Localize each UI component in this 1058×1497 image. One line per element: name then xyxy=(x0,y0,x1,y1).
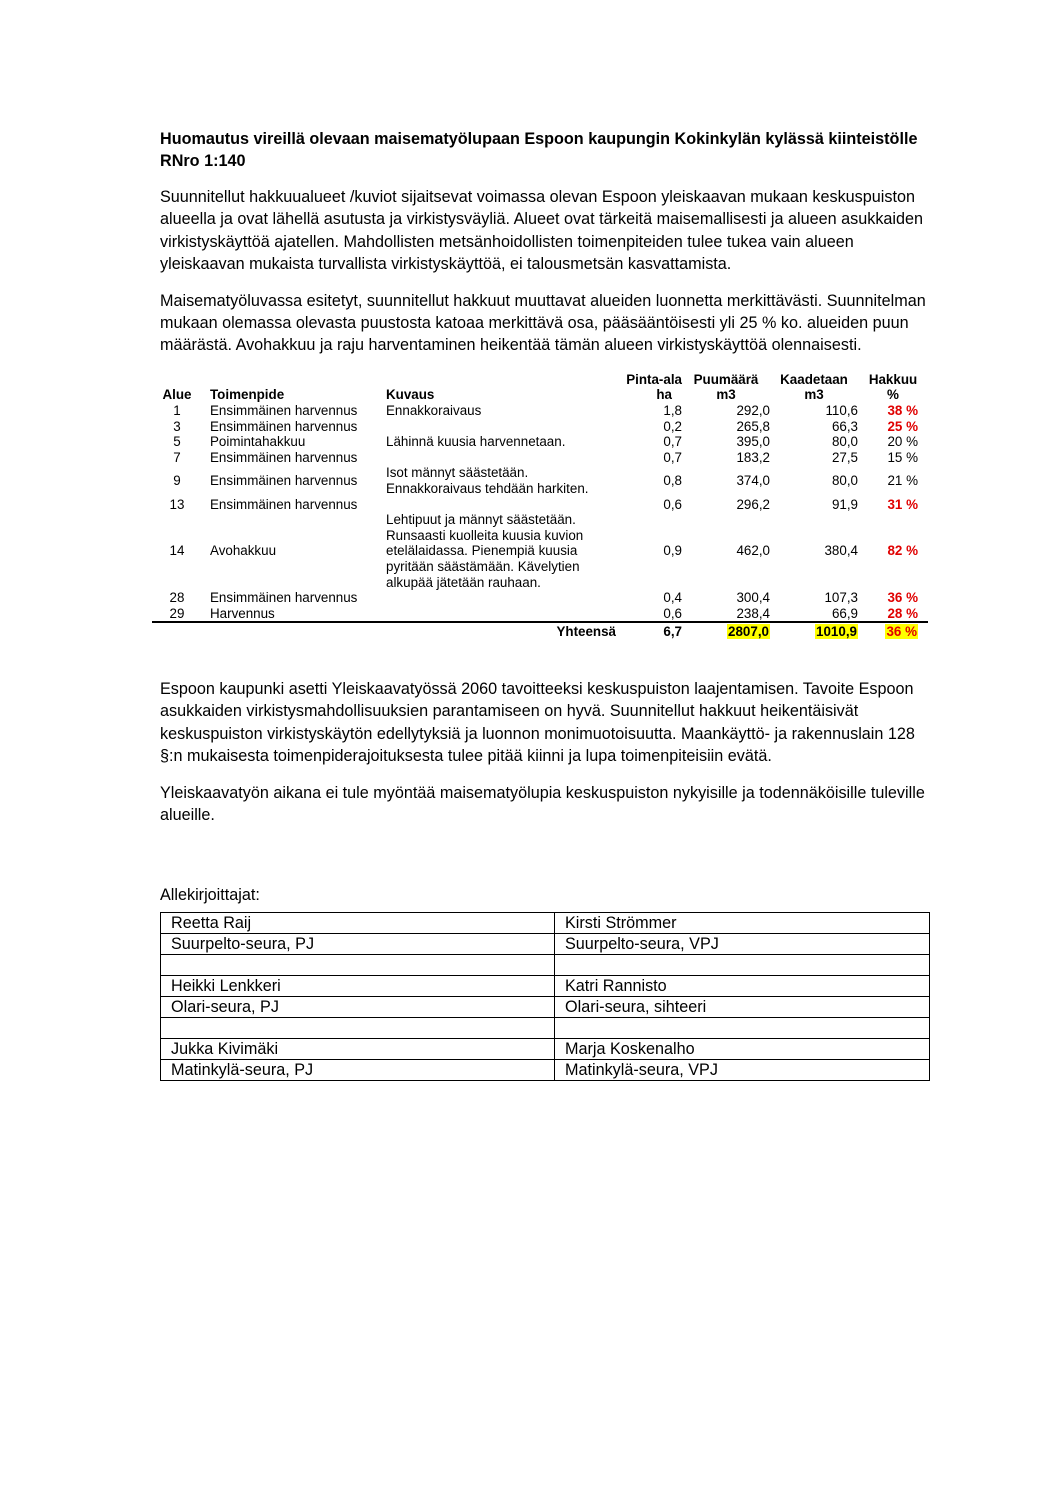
table-row xyxy=(152,403,928,419)
header-toimenpide: Toimenpide xyxy=(210,387,285,403)
header-kaadetaan: Kaadetaan m3 xyxy=(780,371,848,403)
cell-alue: 5 xyxy=(173,434,181,450)
cell-hakkuu: 25 % xyxy=(887,418,918,434)
table-row xyxy=(152,590,928,606)
cell-puumaara: 296,2 xyxy=(736,496,770,512)
cell-alue: 29 xyxy=(169,605,185,621)
paragraph-2: Maisematyöluvassa esitetyt, suunnitellut hakkuut muuttavat alueiden luonnetta merkittävästi. Suunnitelman mukaan olemassa olevasta puustosta katoaa merkittävä osa, pääsääntöisesti yli 25 % ko. alueiden puun määrästä. Avohakkuu ja raju harventaminen heikentää tämän alueen virkistyskäyttöä olennaisesti. xyxy=(160,291,926,355)
cell-pinta-ala: 0,7 xyxy=(663,449,682,465)
cell-kuvaus xyxy=(386,590,616,606)
table-row xyxy=(152,606,928,623)
table-row xyxy=(152,465,928,496)
signer-cell-right xyxy=(555,1018,930,1039)
cell-kaadetaan: 80,0 xyxy=(831,434,858,450)
cell-kuvaus xyxy=(386,606,616,623)
signer-row xyxy=(161,934,930,955)
cell-alue: 7 xyxy=(173,449,181,465)
harvest-table-body xyxy=(152,403,928,622)
cell-kuvaus: Isot männyt säästetään. Ennakkoraivaus tehdään harkiten. xyxy=(386,465,589,496)
cell-puumaara: 292,0 xyxy=(736,403,770,419)
cell-kaadetaan: 66,3 xyxy=(831,418,858,434)
header-kuvaus: Kuvaus xyxy=(386,387,435,403)
paragraph-4: Yleiskaavatyön aikana ei tule myöntää maisematyölupia keskuspuiston nykyisille ja todennäköisille tuleville alueille. xyxy=(160,783,925,824)
cell-kaadetaan: 110,6 xyxy=(825,403,858,419)
total-puumaara: 2807,0 xyxy=(682,622,770,640)
cell-hakkuu: 38 % xyxy=(887,403,918,419)
cell-toimenpide: Ensimmäinen harvennus xyxy=(210,473,358,489)
cell-kuvaus: Ennakkoraivaus xyxy=(386,403,482,419)
cell-toimenpide: Harvennus xyxy=(210,605,275,621)
table-row xyxy=(152,450,928,466)
harvest-table-header xyxy=(152,372,928,403)
header-pinta-ala: Pinta-ala ha xyxy=(626,371,682,403)
document-title: Huomautus vireillä olevaan maisematyölupaan Espoon kaupungin Kokinkylän kylässä kiinteistölle RNro 1:140 xyxy=(160,130,918,170)
cell-pinta-ala: 0,4 xyxy=(663,590,682,606)
cell-hakkuu: 31 % xyxy=(887,496,918,512)
harvest-total-row xyxy=(152,622,928,640)
cell-puumaara: 462,0 xyxy=(736,543,770,559)
cell-puumaara: 265,8 xyxy=(736,418,770,434)
signer-row xyxy=(161,976,930,997)
cell-hakkuu: 21 % xyxy=(887,473,918,489)
total-kaadetaan: 1010,9 xyxy=(770,622,858,640)
cell-toimenpide: Ensimmäinen harvennus xyxy=(210,403,358,419)
signers-table xyxy=(160,912,930,1081)
cell-kaadetaan: 27,5 xyxy=(831,449,858,465)
document-page xyxy=(160,128,940,1081)
signer-cell-left: Heikki Lenkkeri xyxy=(161,976,555,997)
table-row xyxy=(152,419,928,435)
cell-toimenpide: Poimintahakkuu xyxy=(210,434,306,450)
cell-puumaara: 238,4 xyxy=(736,605,770,621)
signer-cell-right: Kirsti Strömmer xyxy=(555,913,930,934)
signer-cell-left: Reetta Raij xyxy=(161,913,555,934)
cell-pinta-ala: 0,9 xyxy=(663,543,682,559)
paragraph-1: Suunnitellut hakkuualueet /kuviot sijaitsevat voimassa olevan Espoon yleiskaavan mukaan keskuspuiston alueella ja ovat lähellä asutusta ja virkistysväyliä. Alueet ovat tärkeitä maisemallisesti ja alueen asukkaiden virkistyskäyttöä ajatellen. Mahdollisten metsänhoidollisten toimenpiteiden tulee tukea vain alueen yleiskaavan mukaista turvallista virkistyskäyttöä, ei talousmetsän kasvattamista. xyxy=(160,188,924,274)
signer-cell-left: Jukka Kivimäki xyxy=(161,1039,555,1060)
cell-pinta-ala: 0,6 xyxy=(663,496,682,512)
cell-puumaara: 183,2 xyxy=(736,449,770,465)
signers-label: Allekirjoittajat: xyxy=(160,886,260,905)
cell-kaadetaan: 91,9 xyxy=(831,496,858,512)
cell-puumaara: 300,4 xyxy=(736,590,770,606)
total-pinta-ala: 6,7 xyxy=(616,622,682,640)
cell-hakkuu: 20 % xyxy=(887,434,918,450)
cell-kuvaus: Lähinnä kuusia harvennetaan. xyxy=(386,434,566,450)
total-hakkuu: 36 % xyxy=(858,622,928,640)
signer-cell-left: Matinkylä-seura, PJ xyxy=(161,1060,555,1081)
cell-toimenpide: Ensimmäinen harvennus xyxy=(210,418,358,434)
cell-toimenpide: Ensimmäinen harvennus xyxy=(210,449,358,465)
table-row xyxy=(152,434,928,450)
header-hakkuu: Hakkuu % xyxy=(868,371,918,403)
cell-kuvaus xyxy=(386,497,616,513)
signer-row xyxy=(161,913,930,934)
signer-cell-right: Katri Rannisto xyxy=(555,976,930,997)
cell-hakkuu: 36 % xyxy=(887,590,918,606)
signer-row xyxy=(161,1039,930,1060)
cell-kaadetaan: 66,9 xyxy=(831,605,858,621)
signer-cell-right: Matinkylä-seura, VPJ xyxy=(555,1060,930,1081)
cell-alue: 3 xyxy=(173,418,181,434)
signer-cell-left: Olari-seura, PJ xyxy=(161,997,555,1018)
cell-alue: 1 xyxy=(173,403,181,419)
cell-hakkuu: 82 % xyxy=(887,543,918,559)
signer-row xyxy=(161,955,930,976)
table-row xyxy=(152,497,928,513)
cell-pinta-ala: 1,8 xyxy=(663,403,682,419)
cell-toimenpide: Ensimmäinen harvennus xyxy=(210,590,358,606)
header-alue: Alue xyxy=(162,387,192,403)
cell-kuvaus: Lehtipuut ja männyt säästetään. Runsaasti kuolleita kuusia kuvion etelälaidassa. Pienempiä kuusia pyritään säästämään. Kävelytien alkupää jätetään rauhaan. xyxy=(386,512,584,590)
signer-row xyxy=(161,997,930,1018)
total-label: Yhteensä xyxy=(386,622,616,640)
cell-kuvaus xyxy=(386,419,616,435)
signer-cell-right: Suurpelto-seura, VPJ xyxy=(555,934,930,955)
cell-kaadetaan: 80,0 xyxy=(831,473,858,489)
signer-cell-left xyxy=(161,1018,555,1039)
signers-table-body xyxy=(161,913,930,1081)
cell-pinta-ala: 0,8 xyxy=(663,473,682,489)
cell-toimenpide: Ensimmäinen harvennus xyxy=(210,496,358,512)
signer-cell-right xyxy=(555,955,930,976)
cell-alue: 13 xyxy=(169,496,185,512)
signer-cell-right: Olari-seura, sihteeri xyxy=(555,997,930,1018)
cell-pinta-ala: 0,7 xyxy=(663,434,682,450)
cell-kaadetaan: 107,3 xyxy=(824,590,858,606)
cell-kaadetaan: 380,4 xyxy=(824,543,858,559)
paragraph-3: Espoon kaupunki asetti Yleiskaavatyössä 2060 tavoitteeksi keskuspuiston laajentamisen. Tavoite Espoon asukkaiden virkistysmahdollisuuksien parantamiseen on hyvä. Suunnitellut hakkuut heikentäisivät keskuspuiston virkistyskäytön edellytyksiä ja luonnon monimuotoisuutta. Maankäyttö- ja rakennuslain 128 §:n mukaisesta toimenpiderajoituksesta tulee pitää kiinni ja lupa toimenpiteisiin evätä. xyxy=(160,679,915,766)
signer-cell-left xyxy=(161,955,555,976)
cell-toimenpide: Avohakkuu xyxy=(210,543,277,559)
cell-pinta-ala: 0,6 xyxy=(663,605,682,621)
cell-puumaara: 395,0 xyxy=(736,434,770,450)
signer-cell-right: Marja Koskenalho xyxy=(555,1039,930,1060)
signer-row xyxy=(161,1060,930,1081)
signer-cell-left: Suurpelto-seura, PJ xyxy=(161,934,555,955)
cell-pinta-ala: 0,2 xyxy=(663,418,682,434)
signer-row xyxy=(161,1018,930,1039)
cell-hakkuu: 15 % xyxy=(887,449,918,465)
harvest-table xyxy=(152,372,928,640)
cell-puumaara: 374,0 xyxy=(736,473,770,489)
cell-hakkuu: 28 % xyxy=(887,605,918,621)
cell-kuvaus xyxy=(386,450,616,466)
table-row xyxy=(152,512,928,590)
cell-alue: 9 xyxy=(173,473,181,489)
cell-alue: 28 xyxy=(169,590,185,606)
header-puumaara: Puumäärä m3 xyxy=(693,371,759,403)
cell-alue: 14 xyxy=(169,543,185,559)
